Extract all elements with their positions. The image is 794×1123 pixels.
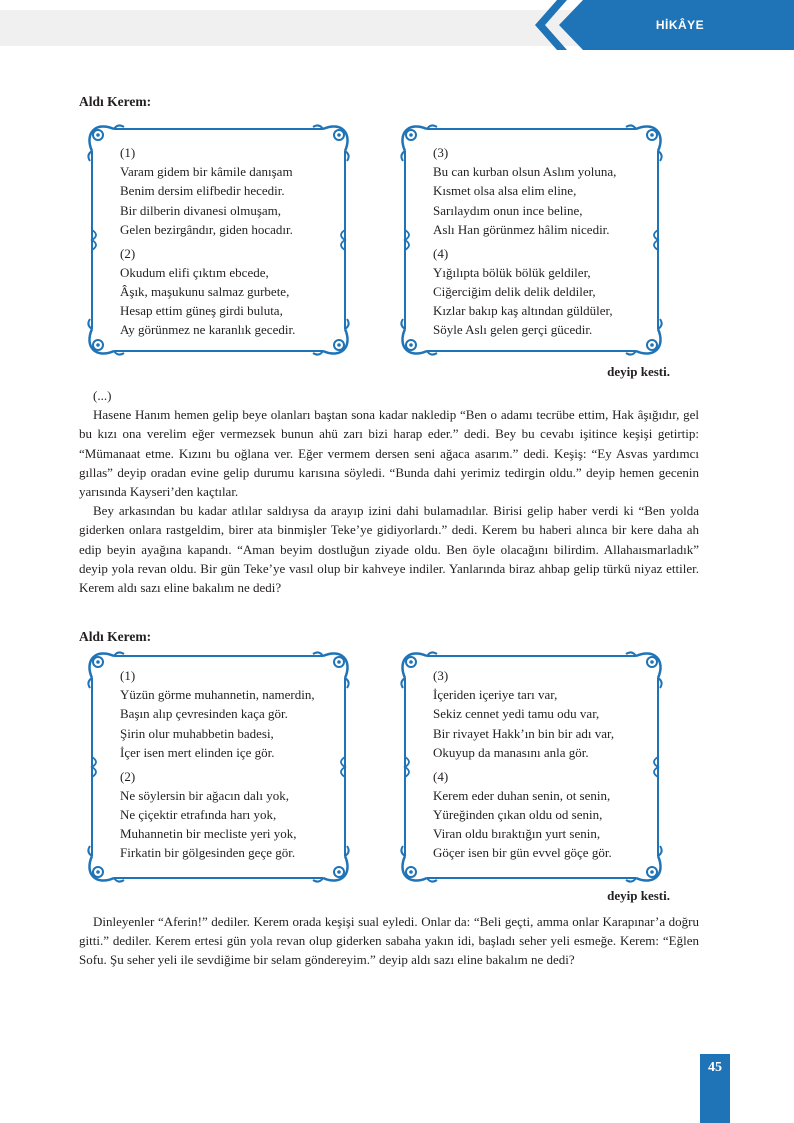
poem-line: Sekiz cennet yedi tamu odu var, [433, 706, 600, 722]
stanza [120, 767, 315, 863]
poem-line: Yüzün görme muhannetin, namerdin, [120, 687, 315, 703]
poem-line: İçer isen mert elinden içe gör. [120, 744, 275, 760]
stanza [433, 666, 614, 762]
poem-line: Okuyup da manasını anla gör. [433, 744, 589, 760]
poem-left [120, 666, 315, 863]
poem-line: Benim dersim elifbedir hecedir. [120, 183, 285, 199]
poem-line: Sarılaydım onun ince beline, [433, 202, 583, 218]
stanza [120, 244, 295, 340]
poem-frame [84, 648, 353, 886]
poem-line: Okudum elifi çıktım ebcede, [120, 264, 269, 280]
poem-line: Muhannetin bir mecliste yeri yok, [120, 826, 297, 842]
stanza [433, 143, 616, 239]
stanza [120, 143, 295, 239]
poem-line: Şirin olur muhabbetin badesi, [120, 725, 274, 741]
poem-line: Bir rivayet Hakk’ın bin bir adı var, [433, 725, 615, 741]
stanza-number: (3) [433, 668, 449, 683]
poem-line: Bu can kurban olsun Aslım yoluna, [433, 164, 617, 180]
stanza [120, 666, 315, 762]
stanza-number: (3) [433, 145, 449, 160]
poem-line: Aslı Han görünmez hâlim nicedir. [433, 221, 610, 237]
poem-line: Yüreğinden çıkan oldu od senin, [433, 806, 603, 822]
poem-line: Âşık, maşukunu salmaz gurbete, [120, 283, 290, 299]
poem-line: Başın alıp çevresinden kaça gör. [120, 706, 288, 722]
poem-line: Kısmet olsa alsa elim eline, [433, 183, 577, 199]
poem-frame [84, 121, 353, 359]
ellipsis: (...) [93, 388, 112, 403]
paragraph: Dinleyenler “Aferin!” dediler. Kerem orada keşişi sual eyledi. Onlar da: “Beli geçti, amma onlar Karapınar’a doğru gitti.” dediler. Kerem ertesi gün yola revan olup giderken sabaha yakın idi, başladı seher yeli esmeğe. Kerem: “Eğlen Sofu. Şu seher yeli ile sevdiğime bir selam göndereyim.” deyip aldı sazı eline bakalım ne dedi? [79, 914, 699, 968]
poem-frame [397, 121, 666, 359]
prose-block-2 [79, 912, 699, 970]
stanza-number: (4) [433, 245, 449, 261]
poem-line: Ne söylersin bir ağacın dalı yok, [120, 787, 289, 803]
poem-left [120, 143, 295, 340]
poem-line: Kızlar bakıp kaş altından güldüler, [433, 303, 613, 319]
poem-line: Gelen bezirgândır, giden hocadır. [120, 221, 293, 237]
poem-line: Ciğerciğim delik delik deldiler, [433, 283, 596, 299]
poem-line: Hesap ettim güneş girdi buluta, [120, 303, 283, 319]
poem-frame [397, 648, 666, 886]
stanza [433, 244, 616, 340]
poem-line: Firkatin bir gölgesinden geçe gör. [120, 845, 296, 861]
poem-right [433, 666, 614, 863]
stanza-number: (1) [120, 145, 136, 160]
paragraph: Bey arkasından bu kadar atlılar saldıysa da arayıp izini dahi bulamadılar. Birisi gelip haber verdi ki “Ben yolda giderken onlara rastgeldim, birer ata binmişler Teke’ye gidiyorlardı.” dedi. Kerem bu haberi alınca bir kere daha ah edip beyin ayağına kapandı. “Aman beyim dostluğun ziyade oldu. Ben öyle olacağını bilirdim. Allahaısmarladık” deyip yola revan oldu. Bir gün Teke’ye vasıl olup bir kahveye indiler. Yanlarında biraz ahbap gelip türkü niyaz ettiler. Kerem aldı sazı eline bakalım ne dedi? [79, 503, 699, 596]
section1-heading: Aldı Kerem: [79, 94, 152, 109]
poem-line: Ay görünmez ne karanlık gecedir. [120, 322, 296, 338]
prose-block-1 [79, 386, 699, 597]
stanza-number: (4) [433, 768, 449, 784]
stanza [433, 767, 614, 863]
poem-line: Kerem eder duhan senin, ot senin, [433, 787, 611, 803]
page-number: 45 [708, 1060, 722, 1075]
stanza-number: (2) [120, 245, 136, 261]
stanza-number: (1) [120, 668, 136, 683]
poem-line: İçeriden içeriye tarı var, [433, 687, 558, 703]
stanza-number: (2) [120, 768, 136, 784]
section2-heading: Aldı Kerem: [79, 629, 152, 644]
section-tab-label: HİKÂYE [655, 18, 705, 32]
poem-line: Söyle Aslı gelen gerçi gücedir. [433, 322, 593, 338]
paragraph: Hasene Hanım hemen gelip beye olanları baştan sona kadar nakledip “Ben o adamı tecrübe ettim, Hak âşığıdır, gel bu kızı ona verelim eğer vermezsek bunun ahü zarı bizi harap eder.” dedi. Bey bu cevabı işitince keşişi getirtip: “Mümanaat etme. Kızını bu oğlana ver. Eğer vermem dersen seni ağaca asarım.” dedi. Keşiş: “Ey Asvas yardımcı gıllas” deyip oradan evine gelip durumu karısına söyledi. “Bunda dahi yerimiz tedirgin oldu.” deyip hemen gecenin yarısında Kayseri’den kaçtılar. [79, 407, 699, 500]
poem-right [433, 143, 616, 340]
poem-line: Yığılıpta bölük bölük geldiler, [433, 264, 591, 280]
poem-line: Göçer isen bir gün evvel göçe gör. [433, 845, 612, 861]
poem-line: Bir dilberin divanesi olmuşam, [120, 202, 282, 218]
poem-line: Ne çiçektir etrafında harı yok, [120, 806, 277, 822]
poem-closing: deyip kesti. [607, 364, 670, 379]
poem-line: Viran oldu bıraktığın yurt senin, [433, 826, 601, 842]
poem-closing: deyip kesti. [607, 888, 670, 903]
poem-line: Varam gidem bir kâmile danışam [120, 164, 293, 180]
